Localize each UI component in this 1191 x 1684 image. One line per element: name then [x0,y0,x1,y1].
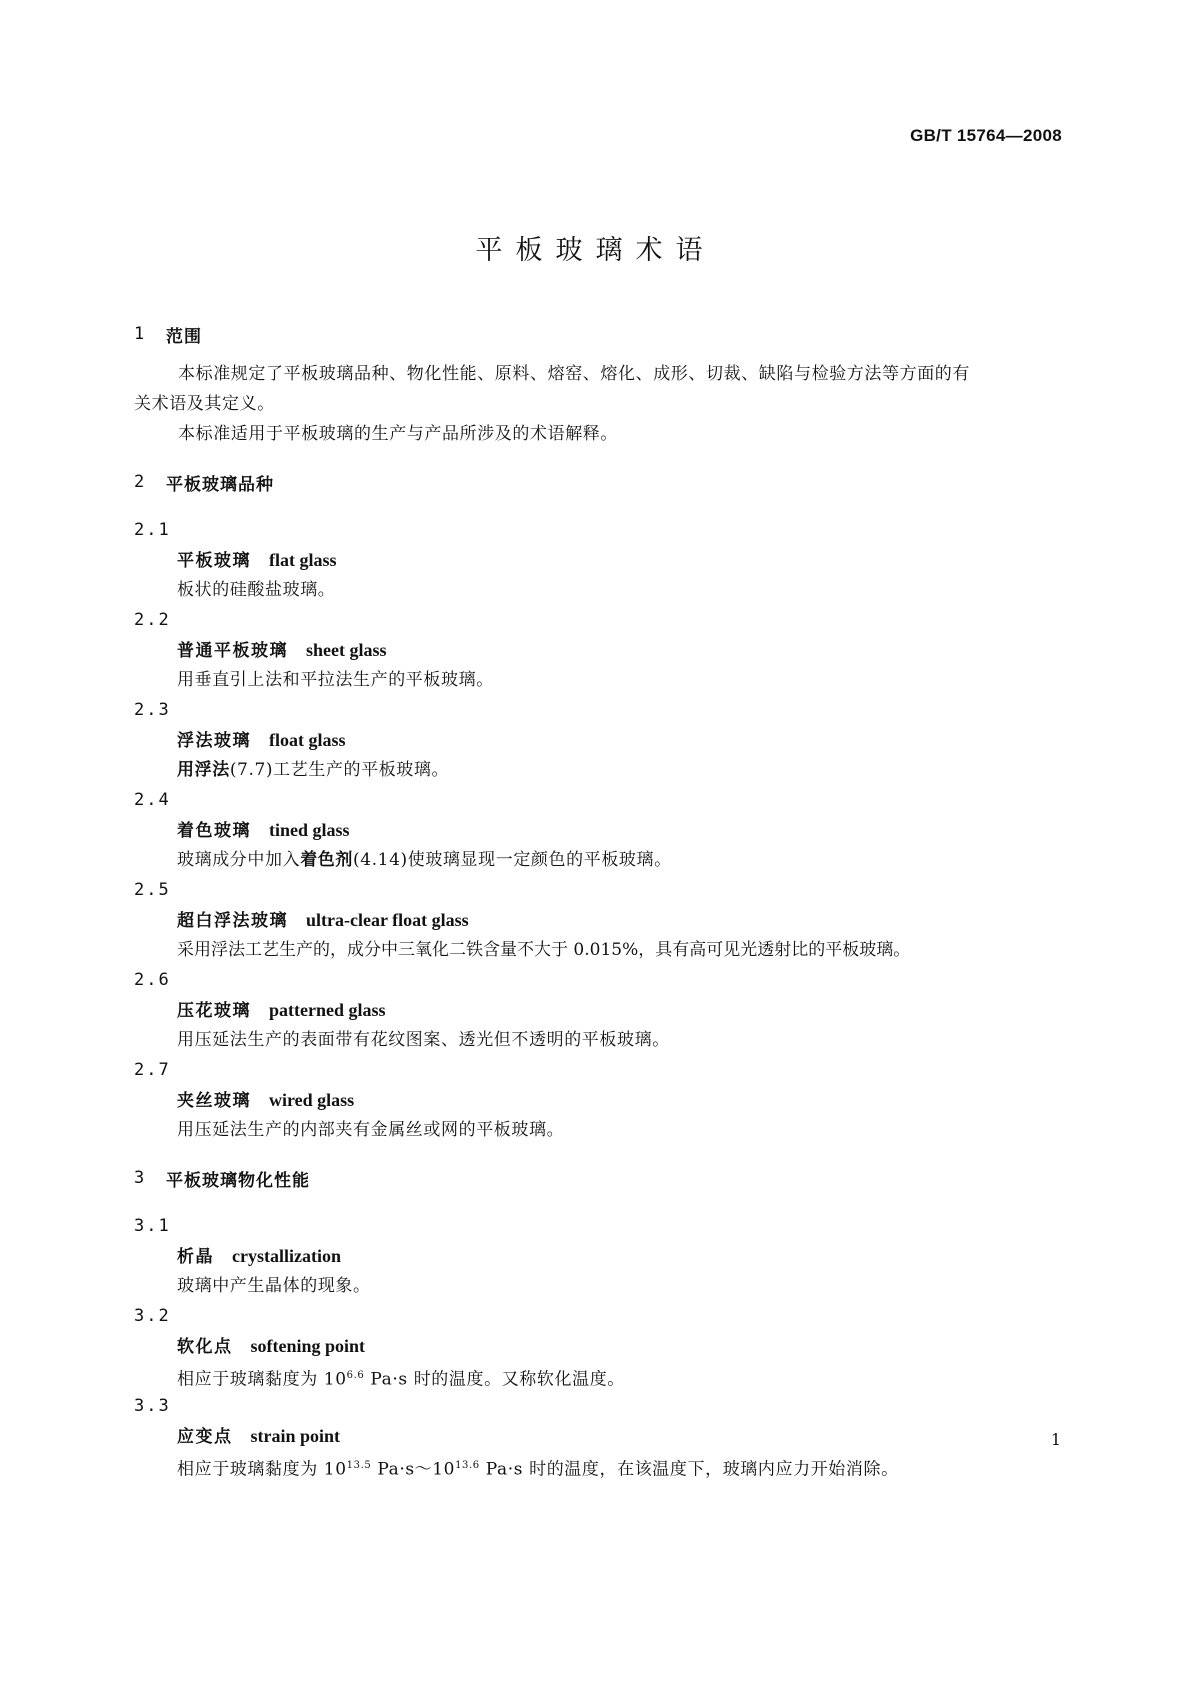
term-zh: 析晶 [177,1247,214,1267]
term-heading [134,905,1062,935]
document-title: 平板玻璃术语 [475,235,716,266]
term-zh: 压花玻璃 [177,1001,251,1021]
term-number: 2.1 [134,520,171,540]
term-heading [134,815,1062,845]
term-definition: 用压延法生产的内部夹有金属丝或网的平板玻璃。 [177,1120,565,1140]
section-heading [134,469,1062,495]
term-definition: 用垂直引上法和平拉法生产的平板玻璃。 [177,670,494,690]
term-en: wired glass [269,1090,355,1110]
page-number: 1 [1050,1430,1061,1449]
document-body [134,321,1062,1481]
exponent: 13.5 [346,1460,372,1471]
term-entry [134,1055,1062,1145]
term-number: 2.6 [134,970,171,990]
term-zh: 应变点 [177,1427,233,1447]
term-entry [134,965,1062,1055]
term-entry [134,695,1062,785]
term-entry [134,1391,1062,1481]
paragraph: 本标准适用于平板玻璃的生产与产品所涉及的术语解释。 [178,424,618,444]
term-en: crystallization [232,1246,341,1266]
term-heading [134,995,1062,1025]
term-heading [134,725,1062,755]
section-number: 3 [134,1168,145,1188]
definition-text: 相应于玻璃黏度为 10 [177,1369,347,1390]
term-zh: 普通平板玻璃 [177,641,288,661]
term-zh: 超白浮法玻璃 [177,911,288,931]
term-definition: 板状的硅酸盐玻璃。 [177,580,336,600]
term-number: 2.2 [134,610,171,630]
term-en: tined glass [269,820,350,840]
term-heading [134,635,1062,665]
definition-text: 玻璃成分中加入 [177,850,301,870]
term-heading [134,1421,1062,1451]
term-en: patterned glass [269,1000,386,1020]
paragraph: 本标准规定了平板玻璃品种、物化性能、原料、熔窑、熔化、成形、切裁、缺陷与检验方法等方面的有 [178,364,970,384]
term-en: softening point [250,1336,366,1356]
standard-code: GB/T 15764—2008 [910,126,1062,145]
term-entry [134,1211,1062,1301]
term-zh: 着色玻璃 [177,821,251,841]
term-en: strain point [250,1426,341,1446]
term-zh: 软化点 [177,1337,233,1357]
paragraph: 关术语及其定义。 [134,394,275,414]
definition-text: Pa·s～10 [371,1459,456,1480]
term-zh: 浮法玻璃 [177,731,251,751]
section-number: 2 [134,472,145,492]
section-title: 范围 [166,326,202,347]
term-definition [134,1451,1062,1481]
term-en: sheet glass [306,640,387,660]
term-heading [134,545,1062,575]
term-zh: 夹丝玻璃 [177,1091,251,1111]
term-number: 3.1 [134,1216,171,1236]
term-number: 2.5 [134,880,171,900]
section-title: 平板玻璃品种 [166,474,274,495]
term-number: 3.2 [134,1306,171,1326]
definition-text: Pa·s 时的温度。又称软化温度。 [364,1369,625,1390]
cross-reference-term: 用浮法 [177,760,230,780]
term-definition [134,845,1062,875]
term-definition: 采用浮法工艺生产的，成分中三氧化二铁含量不大于 0.015%，具有高可见光透射比的平板玻璃。 [177,940,911,960]
section-number: 1 [134,324,145,344]
term-entry [134,875,1062,965]
exponent: 6.6 [346,1370,365,1381]
term-en: ultra-clear float glass [306,910,469,930]
definition-text: (4.14)使玻璃显现一定颜色的平板玻璃。 [353,850,672,870]
term-entry [134,515,1062,605]
term-definition [134,755,1062,785]
term-number: 2.3 [134,700,171,720]
term-en: float glass [269,730,346,750]
section-title: 平板玻璃物化性能 [166,1170,310,1191]
term-heading [134,1241,1062,1271]
section-heading [134,321,1062,347]
term-en: flat glass [269,550,337,570]
term-heading [134,1331,1062,1361]
term-number: 3.3 [134,1396,171,1416]
term-heading [134,1085,1062,1115]
definition-text: Pa·s 时的温度，在该温度下，玻璃内应力开始消除。 [479,1459,899,1480]
exponent: 13.6 [455,1460,480,1471]
section-heading [134,1165,1062,1191]
definition-text: 相应于玻璃黏度为 10 [177,1459,347,1480]
term-zh: 平板玻璃 [177,551,251,571]
term-entry [134,1301,1062,1391]
term-number: 2.4 [134,790,171,810]
definition-text: (7.7)工艺生产的平板玻璃。 [229,760,450,780]
term-definition: 用压延法生产的表面带有花纹图案、透光但不透明的平板玻璃。 [177,1030,670,1050]
term-definition [134,1361,1062,1391]
cross-reference-term: 着色剂 [300,850,354,870]
term-definition: 玻璃中产生晶体的现象。 [177,1276,371,1296]
term-entry [134,785,1062,875]
term-number: 2.7 [134,1060,171,1080]
term-entry [134,605,1062,695]
